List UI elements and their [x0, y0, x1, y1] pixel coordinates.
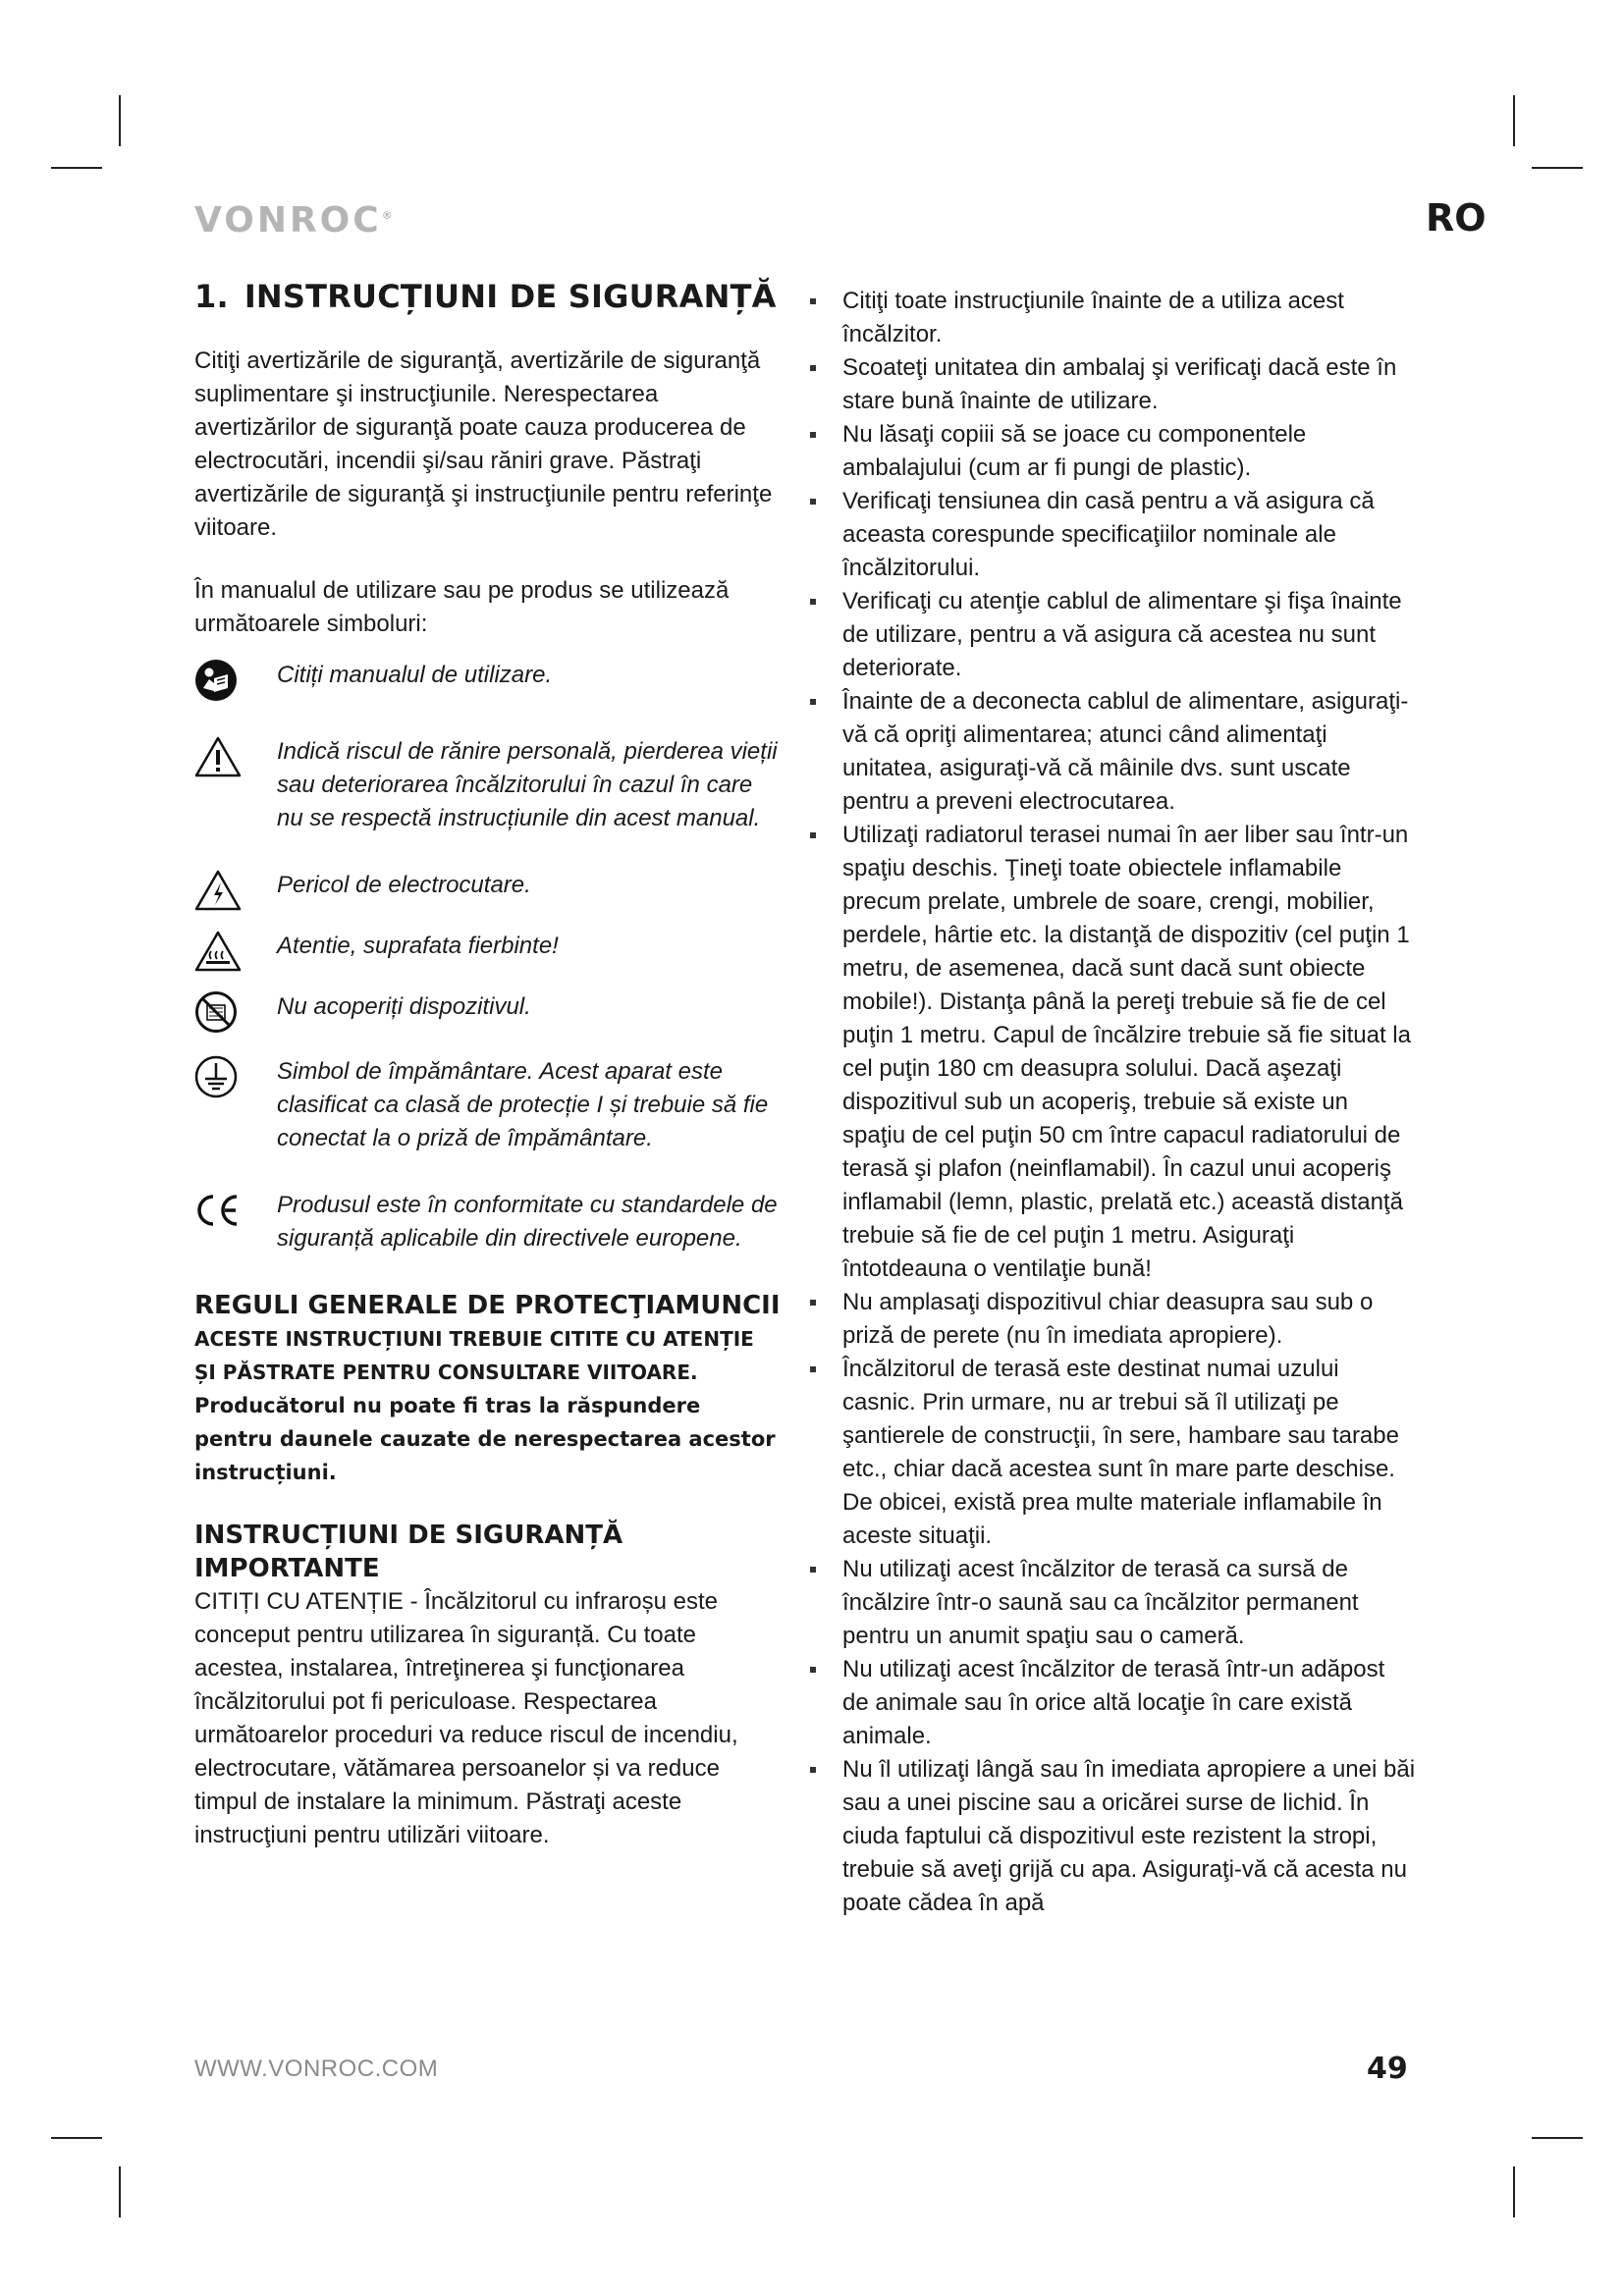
important-heading: INSTRUCȚIUNI DE SIGURANȚĂ IMPORTANTE — [194, 1521, 623, 1583]
page-number: 49 — [1367, 2052, 1408, 2086]
symbol-text: Produsul este în conformitate cu standardele de siguranță aplicabile din directivele europene. — [277, 1192, 778, 1252]
ce-mark-icon — [194, 1189, 251, 1228]
footer-url: WWW.VONROC.COM — [194, 2056, 439, 2082]
list-item: Nu lăsaţi copiii să se joace cu componentele ambalajului (cum ar fi pungi de plastic). — [807, 418, 1416, 485]
list-item: Nu îl utilizaţi lângă sau în imediata apropiere a unei băi sau a unei piscine sau a oricărei surse de lichid. În ciuda faptului că dispozitivul este rezistent la stropi, trebuie să aveţi grijă cu apa. Asiguraţi-vă că acesta nu poate cădea în apă — [807, 1753, 1416, 1920]
list-item: Scoateţi unitatea din ambalaj şi verificaţi dacă este în stare bună înainte de utilizare. — [807, 351, 1416, 418]
general-rules-heading: REGULI GENERALE DE PROTECŢIAMUNCII — [194, 1291, 781, 1320]
earth-ground-icon — [194, 1055, 251, 1098]
crop-mark — [119, 2166, 121, 2217]
list-item: Nu amplasaţi dispozitivul chiar deasupra sau sub o priză de perete (nu în imediata apropiere). — [807, 1286, 1416, 1353]
crop-mark — [1513, 95, 1515, 146]
crop-mark — [51, 167, 102, 169]
section-title: 1. INSTRUCȚIUNI DE SIGURANȚĂ — [194, 278, 777, 315]
symbol-text: Atentie, suprafata fierbinte! — [277, 933, 559, 959]
crop-mark — [119, 95, 121, 146]
crop-mark — [51, 2137, 102, 2139]
list-item: Nu utilizaţi acest încălzitor de terasă ca sursă de încălzire într-o saună sau ca încălzitor permanent pentru un anumit spaţiu sau o cameră. — [807, 1553, 1416, 1653]
list-item: Verificaţi cu atenţie cablul de alimentare şi fişa înainte de utilizare, pentru a vă asigura că acestea nu sunt deteriorate. — [807, 585, 1416, 685]
list-item: Utilizaţi radiatorul terasei numai în aer liber sau într-un spaţiu deschis. Ţineţi toate obiectele inflamabile precum prelate, umbrele de soare, crengi, mobilier, perdele, hârtie etc. la distanţă de dispozitiv (cel puţin 1 metru, de asemenea, dacă sunt dacă sunt obiecte mobile!). Distanţa până la pereţi trebuie să fie de cel puţin 1 metru. Capul de încălzire trebuie să fie situat la cel puţin 180 cm deasupra solului. Dacă aşezaţi dispozitivul sub un acoperiş, trebuie să existe un spaţiu de cel puţin 50 cm între capacul radiatorului de terasă şi plafon (neinflamabil). În cazul unui acoperiş inflamabil (lemn, plastic, prelată etc.) această distanţă trebuie să fie de cel puţin 1 metru. Asiguraţi întotdeauna o ventilaţie bună! — [807, 819, 1416, 1286]
do-not-cover-icon — [194, 990, 251, 1034]
symbol-list — [194, 659, 782, 1255]
hot-surface-icon — [194, 930, 251, 973]
symbol-row — [194, 1189, 782, 1255]
list-item: Nu utilizaţi acest încălzitor de terasă într-un adăpost de animale sau în orice altă locaţie în care există animale. — [807, 1653, 1416, 1753]
list-item: Verificaţi tensiunea din casă pentru a vă asigura că aceasta corespunde specificaţiilor nominale ale încălzitorului. — [807, 485, 1416, 585]
intro-paragraph: Citiţi avertizările de siguranţă, avertizările de siguranţă suplimentare şi instrucţiunile. Nerespectarea avertizărilor de siguranţă poate cauza producerea de electrocutări, incendii şi/sau răniri grave. Păstraţi avertizările de siguranţă şi instrucţiunile pentru referinţe viitoare. — [194, 347, 773, 541]
symbol-text: Indică riscul de rănire personală, pierderea vieții sau deteriorarea încălzitorului în cazul în care nu se respectă instrucțiunile din acest manual. — [277, 738, 778, 831]
symbol-text: Citiți manualul de utilizare. — [277, 662, 553, 688]
symbols-intro: În manualul de utilizare sau pe produs se utilizează următoarele simboluri: — [194, 577, 730, 637]
symbol-row — [194, 990, 782, 1034]
warning-icon — [194, 735, 251, 778]
symbol-row — [194, 930, 782, 973]
crop-mark — [1532, 167, 1583, 169]
left-column — [194, 278, 782, 1882]
crop-mark — [1532, 2137, 1583, 2139]
symbol-text: Nu acoperiți dispozitivul. — [277, 993, 531, 1020]
general-rules-caps: ACESTE INSTRUCȚIUNI TREBUIE CITITE CU ATENȚIE ȘI PĂSTRATE PENTRU CONSULTARE VIITOARE. — [194, 1327, 754, 1384]
symbol-row — [194, 659, 782, 702]
important-paragraph: CITIȚI CU ATENȚIE - Încălzitorul cu infraroșu este conceput pentru utilizarea în siguranță. Cu toate acestea, instalarea, întreţinerea şi funcţionarea încălzitorului pot fi periculoase. Respectarea următoarelor proceduri va reduce riscul de incendiu, electrocutare, vătămarea persoanelor și va reduce timpul de instalare la minimum. Păstraţi aceste instrucţiuni pentru utilizări viitoare. — [194, 1588, 738, 1848]
read-manual-icon — [194, 659, 251, 702]
symbol-text: Simbol de împământare. Acest aparat este clasificat ca clasă de protecție I și trebuie să fie conectat la o priză de împământare. — [277, 1058, 769, 1151]
right-column — [807, 285, 1416, 1920]
list-item: Citiţi toate instrucţiunile înainte de a utiliza acest încălzitor. — [807, 285, 1416, 351]
symbol-row — [194, 735, 782, 835]
list-item: Înainte de a deconecta cablul de alimentare, asiguraţi-vă că opriţi alimentarea; atunci când alimentaţi unitatea, asiguraţi-vă că mâinile dvs. sunt uscate pentru a preveni electrocutarea. — [807, 685, 1416, 819]
brand-logo: VONROC® — [194, 200, 393, 240]
general-rules-liability: Producătorul nu poate fi tras la răspundere pentru daunele cauzate de nerespectarea acestor instrucțiuni. — [194, 1394, 776, 1484]
symbol-text: Pericol de electrocutare. — [277, 872, 531, 898]
symbol-row — [194, 869, 782, 912]
list-item: Încălzitorul de terasă este destinat numai uzului casnic. Prin urmare, nu ar trebui să îl utilizaţi pe şantierele de construcţii, în sere, hambare sau tarabe etc., chiar dacă acestea sunt în mare parte deschise. De obicei, există prea multe materiale inflamabile în aceste situaţii. — [807, 1353, 1416, 1553]
electric-hazard-icon — [194, 869, 251, 912]
symbol-row — [194, 1055, 782, 1155]
safety-bullet-list — [807, 285, 1416, 1920]
language-code: RO — [1426, 196, 1487, 240]
crop-mark — [1513, 2166, 1515, 2217]
